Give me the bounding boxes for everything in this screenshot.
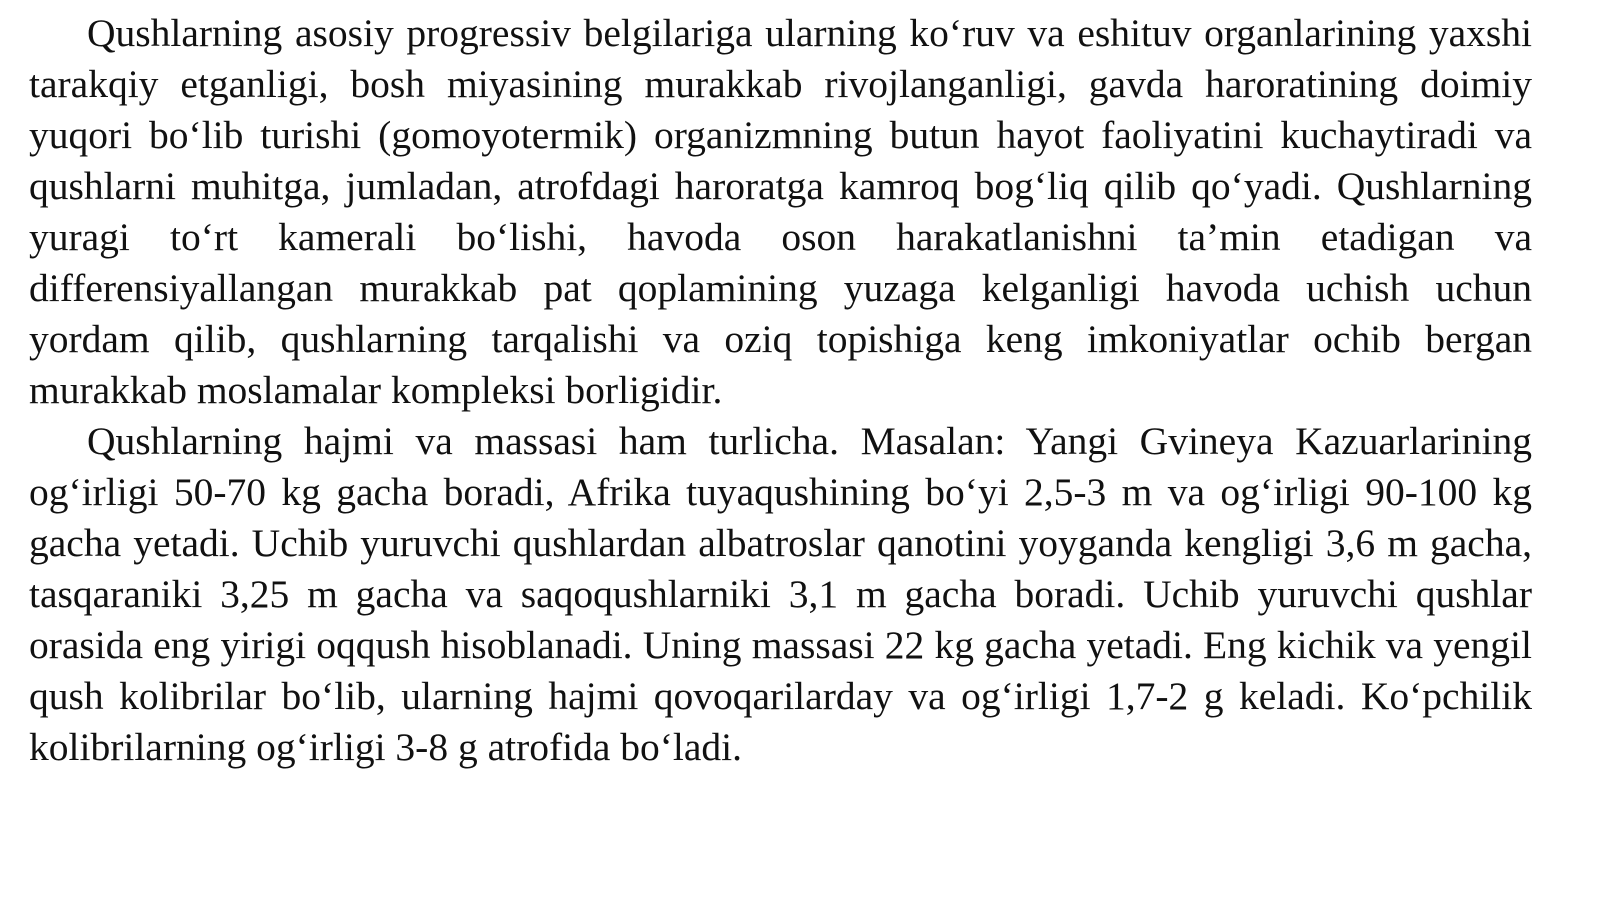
paragraph-bird-size-mass: Qushlarning hajmi va massasi ham turlicha. Masalan: Yangi Gvineya Kazuarlarining og‘irligi 50-70 kg gacha boradi, Afrika tuyaqushining bo‘yi 2,5-3 m va og‘irligi 90-100 kg gacha yetadi. Uchib yuruvchi qushlardan albatroslar qanotini yoyganda kengligi 3,6 m gacha, tasqaraniki 3,25 m gacha va saqoqushlarniki 3,1 m gacha boradi. Uchib yuruvchi qushlar orasida eng yirigi oqqush hisoblanadi. Uning massasi 22 kg gacha yetadi. Eng kichik va yengil qush kolibrilar bo‘lib, ularning hajmi qovoqarilarday va og‘irligi 1,7-2 g keladi. Ko‘pchilik kolibrilarning og‘irligi 3-8 g atrofida bo‘ladi. (29, 419, 1532, 769)
document-page (29, 8, 1532, 773)
paragraph-bird-characteristics: Qushlarning asosiy progressiv belgilariga ularning ko‘ruv va eshituv organlarining yaxshi tarakqiy etganligi, bosh miyasining murakkab rivojlanganligi, gavda haroratining doimiy yuqori bo‘lib turishi (gomoyotermik) organizmning butun hayot faoliyatini kuchaytiradi va qushlarni muhitga, jumladan, atrofdagi haroratga kamroq bog‘liq qilib qo‘yadi. Qushlarning yuragi to‘rt kamerali bo‘lishi, havoda oson harakatlanishni ta’min etadigan va differensiyallangan murakkab pat qoplamining yuzaga kelganligi havoda uchish uchun yordam qilib, qushlarning tarqalishi va oziq topishiga keng imkoniyatlar ochib bergan murakkab moslamalar kompleksi borligidir. (29, 11, 1532, 412)
